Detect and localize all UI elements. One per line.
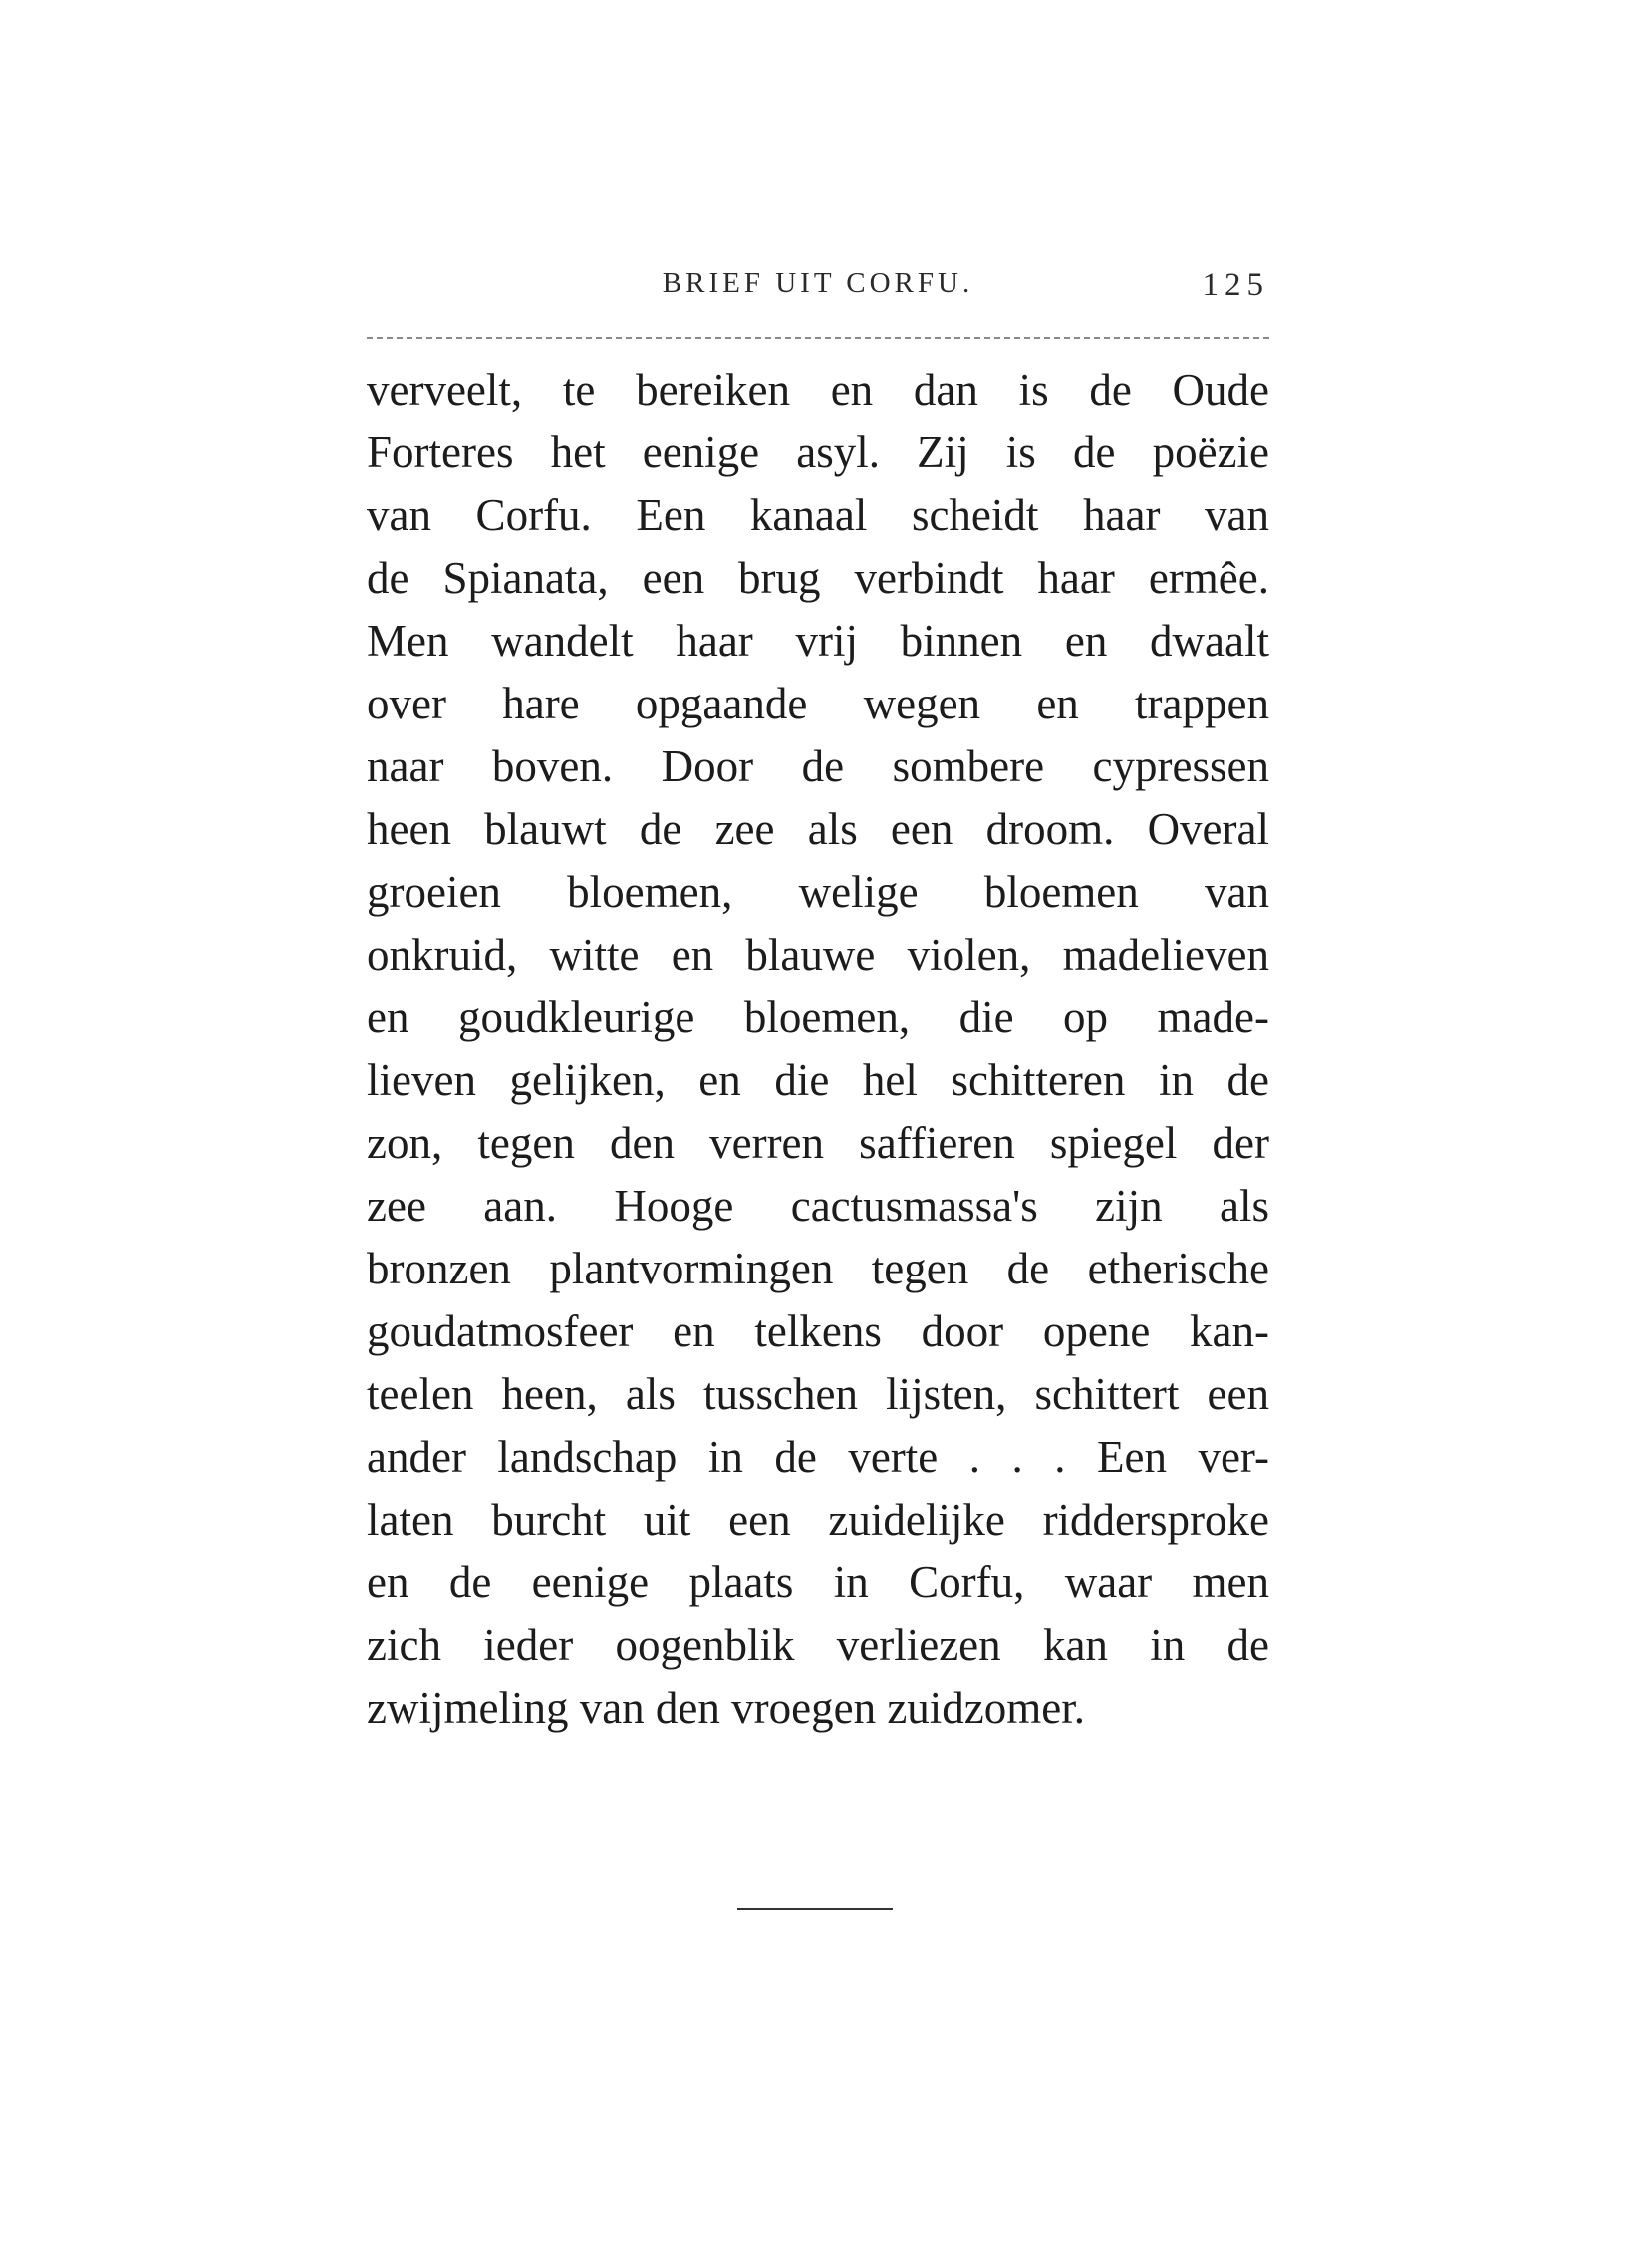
header-rule	[367, 337, 1269, 339]
text-line: en de eenige plaats in Corfu, waar men	[367, 1558, 1269, 1607]
text-line: teelen heen, als tusschen lijsten, schittert een	[367, 1369, 1269, 1419]
text-line: lieven gelijken, en die hel schitteren in de	[367, 1055, 1269, 1105]
section-end-rule	[737, 1908, 893, 1910]
text-line: onkruid, witte en blauwe violen, madelieven	[367, 930, 1269, 980]
text-line: laten burcht uit een zuidelijke riddersproke	[367, 1495, 1269, 1545]
text-line: Forteres het eenige asyl. Zij is de poëzie	[367, 427, 1269, 477]
text-line: heen blauwt de zee als een droom. Overal	[367, 804, 1269, 854]
text-line: en goudkleurige bloemen, die op made-	[367, 992, 1269, 1042]
text-line: van Corfu. Een kanaal scheidt haar van	[367, 490, 1269, 540]
text-line: bronzen plantvormingen tegen de etherische	[367, 1244, 1269, 1293]
text-line: de Spianata, een brug verbindt haar ermêe.	[367, 553, 1269, 603]
text-line: zee aan. Hooge cactusmassa's zijn als	[367, 1181, 1269, 1231]
text-line: Men wandelt haar vrij binnen en dwaalt	[367, 616, 1269, 666]
running-head	[367, 267, 1269, 317]
running-title: BRIEF UIT CORFU.	[662, 267, 974, 299]
text-line: zon, tegen den verren saffieren spiegel der	[367, 1118, 1269, 1168]
text-line: goudatmosfeer en telkens door opene kan-	[367, 1306, 1269, 1356]
body-text	[367, 359, 1269, 1740]
text-line: ander landschap in de verte . . . Een ver-	[367, 1432, 1269, 1482]
page-number: 125	[1202, 267, 1269, 303]
text-line: groeien bloemen, welige bloemen van	[367, 867, 1269, 917]
text-line: zich ieder oogenblik verliezen kan in de	[367, 1620, 1269, 1670]
text-line: zwijmeling van den vroegen zuidzomer.	[367, 1683, 1086, 1733]
text-line: verveelt, te bereiken en dan is de Oude	[367, 365, 1269, 415]
text-line: over hare opgaande wegen en trappen	[367, 679, 1269, 728]
text-line: naar boven. Door de sombere cypressen	[367, 741, 1269, 791]
